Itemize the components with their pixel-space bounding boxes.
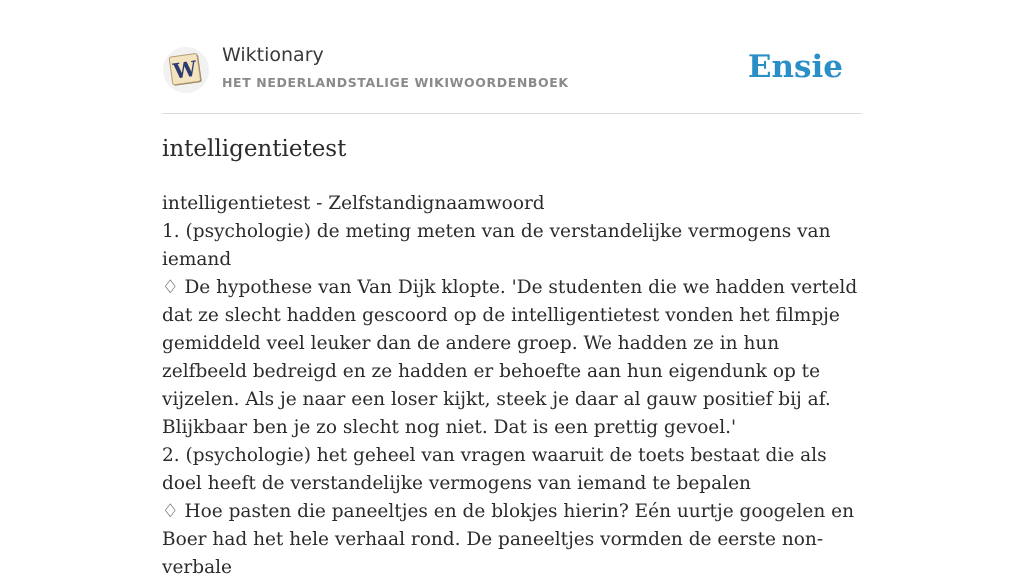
site-name[interactable]: Wiktionary <box>222 44 324 66</box>
wiktionary-logo-icon[interactable] <box>162 46 210 94</box>
header-divider <box>162 113 862 114</box>
page-title: intelligentietest <box>162 136 347 162</box>
site-header <box>162 44 862 100</box>
logo-letter: W <box>171 55 199 84</box>
ensie-brand-link[interactable]: Ensie <box>747 49 843 85</box>
example-2: ♢ Hoe pasten die paneeltjes en de blokjes hierin? Eén uurtje googelen en Boer had het hele verhaal rond. De paneeltjes vormden de eerste non-verbale <box>162 501 854 578</box>
example-1: ♢ De hypothese van Van Dijk klopte. 'De studenten die we hadden verteld dat ze slecht hadden gescoord op de intelligentietest vonden het filmpje gemiddeld veel leuker dan de andere groep. We hadden ze in hun zelfbeeld bedreigd en ze hadden er behoefte aan hun eigendunk op te vijzelen. Als je naar een loser kijkt, steek je daar al gauw positief bij af. Blijkbaar ben je zo slecht nog niet. Dat is een prettig gevoel.' <box>162 277 858 438</box>
site-subtitle: HET NEDERLANDSTALIGE WIKIWOORDENBOEK <box>222 75 569 90</box>
definition-2: 2. (psychologie) het geheel van vragen waaruit de toets bestaat die als doel heeft de verstandelijke vermogens van iemand te bepalen <box>162 445 827 494</box>
definition-content <box>162 190 862 582</box>
definition-1: 1. (psychologie) de meting meten van de verstandelijke vermogens van iemand <box>162 221 831 270</box>
entry-heading-line: intelligentietest - Zelfstandignaamwoord <box>162 193 545 214</box>
